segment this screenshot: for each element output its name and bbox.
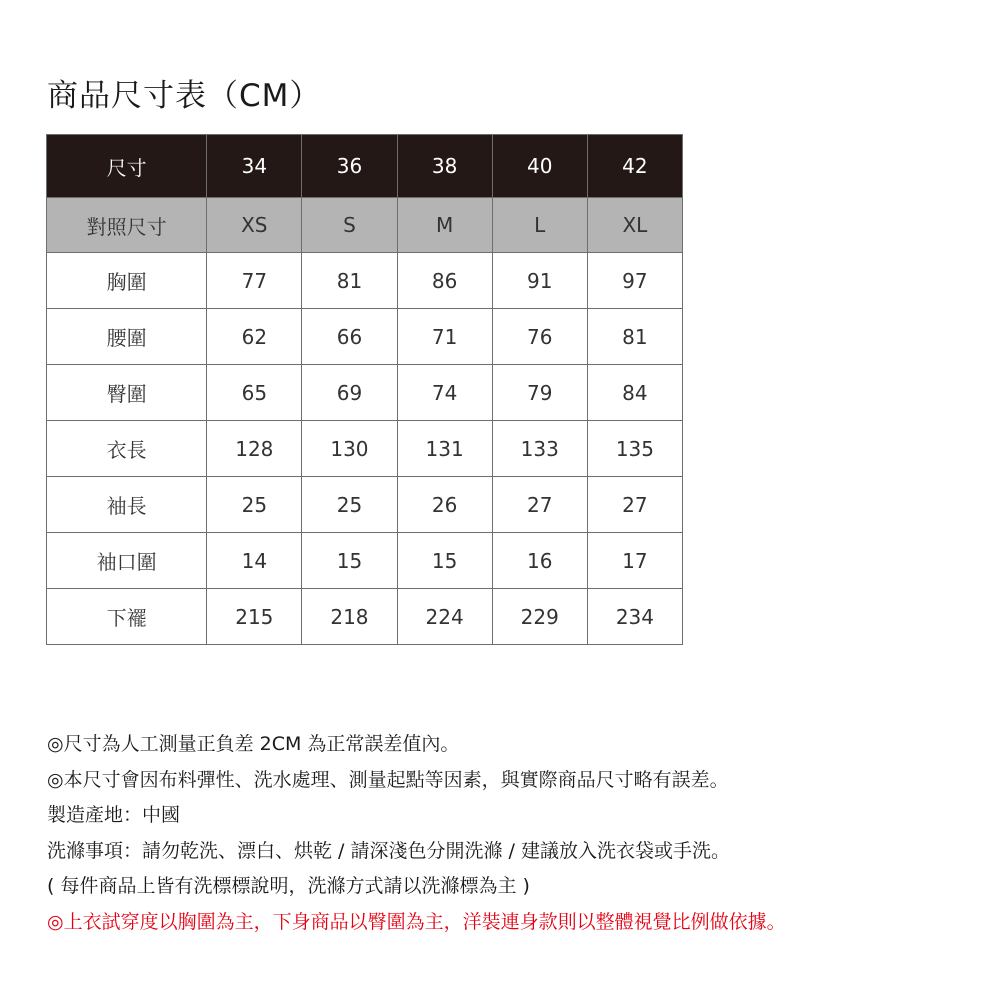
reference-cell: M xyxy=(397,198,492,253)
reference-cell: XL xyxy=(587,198,682,253)
size-table xyxy=(46,134,683,645)
reference-cell: S xyxy=(302,198,397,253)
row-label: 袖長 xyxy=(47,477,207,533)
table-cell: 71 xyxy=(397,309,492,365)
note-fitting-guide: ◎上衣試穿度以胸圍為主，下身商品以臀圍為主，洋裝連身款則以整體視覺比例做依據。 xyxy=(47,910,786,933)
table-cell: 77 xyxy=(207,253,302,309)
note-washing-instructions: 洗滌事項：請勿乾洗、漂白、烘乾 / 請深淺色分開洗滌 / 建議放入洗衣袋或手洗。 xyxy=(47,839,730,862)
header-cell-size: 36 xyxy=(302,135,397,198)
table-row xyxy=(47,421,683,477)
table-row xyxy=(47,589,683,645)
notes-section xyxy=(47,727,977,940)
row-label: 胸圍 xyxy=(47,253,207,309)
reference-size-row xyxy=(47,198,683,253)
table-cell: 234 xyxy=(587,589,682,645)
table-cell: 224 xyxy=(397,589,492,645)
table-cell: 84 xyxy=(587,365,682,421)
row-label: 臀圍 xyxy=(47,365,207,421)
row-label: 袖口圍 xyxy=(47,533,207,589)
table-cell: 133 xyxy=(492,421,587,477)
table-cell: 81 xyxy=(302,253,397,309)
table-cell: 25 xyxy=(207,477,302,533)
table-cell: 65 xyxy=(207,365,302,421)
note-measurement-tolerance: ◎尺寸為人工測量正負差 2CM 為正常誤差值內。 xyxy=(47,733,460,755)
table-header-row xyxy=(47,135,683,198)
table-cell: 97 xyxy=(587,253,682,309)
table-cell: 215 xyxy=(207,589,302,645)
table-cell: 81 xyxy=(587,309,682,365)
row-label: 衣長 xyxy=(47,421,207,477)
note-care-label: ( 每件商品上皆有洗標標說明，洗滌方式請以洗滌標為主 ) xyxy=(47,875,530,897)
table-cell: 131 xyxy=(397,421,492,477)
table-cell: 74 xyxy=(397,365,492,421)
header-cell-size: 34 xyxy=(207,135,302,198)
header-cell-size: 38 xyxy=(397,135,492,198)
table-cell: 130 xyxy=(302,421,397,477)
table-cell: 62 xyxy=(207,309,302,365)
header-cell-label: 尺寸 xyxy=(47,135,207,198)
table-cell: 15 xyxy=(302,533,397,589)
table-row xyxy=(47,477,683,533)
table-cell: 135 xyxy=(587,421,682,477)
header-cell-size: 40 xyxy=(492,135,587,198)
table-cell: 27 xyxy=(492,477,587,533)
table-cell: 26 xyxy=(397,477,492,533)
table-cell: 128 xyxy=(207,421,302,477)
table-row xyxy=(47,309,683,365)
row-label: 腰圍 xyxy=(47,309,207,365)
header-cell-size: 42 xyxy=(587,135,682,198)
table-cell: 14 xyxy=(207,533,302,589)
table-cell: 16 xyxy=(492,533,587,589)
table-cell: 229 xyxy=(492,589,587,645)
table-cell: 27 xyxy=(587,477,682,533)
row-label: 下襬 xyxy=(47,589,207,645)
note-origin: 製造產地：中國 xyxy=(47,804,181,826)
reference-cell: L xyxy=(492,198,587,253)
table-cell: 91 xyxy=(492,253,587,309)
reference-cell: XS xyxy=(207,198,302,253)
table-row xyxy=(47,365,683,421)
table-row xyxy=(47,533,683,589)
page-title: 商品尺寸表（CM） xyxy=(47,78,322,114)
table-row xyxy=(47,253,683,309)
table-cell: 25 xyxy=(302,477,397,533)
table-cell: 17 xyxy=(587,533,682,589)
table-cell: 76 xyxy=(492,309,587,365)
note-fabric-variance: ◎本尺寸會因布料彈性、洗水處理、測量起點等因素，與實際商品尺寸略有誤差。 xyxy=(47,768,729,791)
table-cell: 218 xyxy=(302,589,397,645)
table-cell: 69 xyxy=(302,365,397,421)
table-cell: 15 xyxy=(397,533,492,589)
table-cell: 79 xyxy=(492,365,587,421)
table-cell: 86 xyxy=(397,253,492,309)
table-cell: 66 xyxy=(302,309,397,365)
reference-cell-label: 對照尺寸 xyxy=(47,198,207,253)
